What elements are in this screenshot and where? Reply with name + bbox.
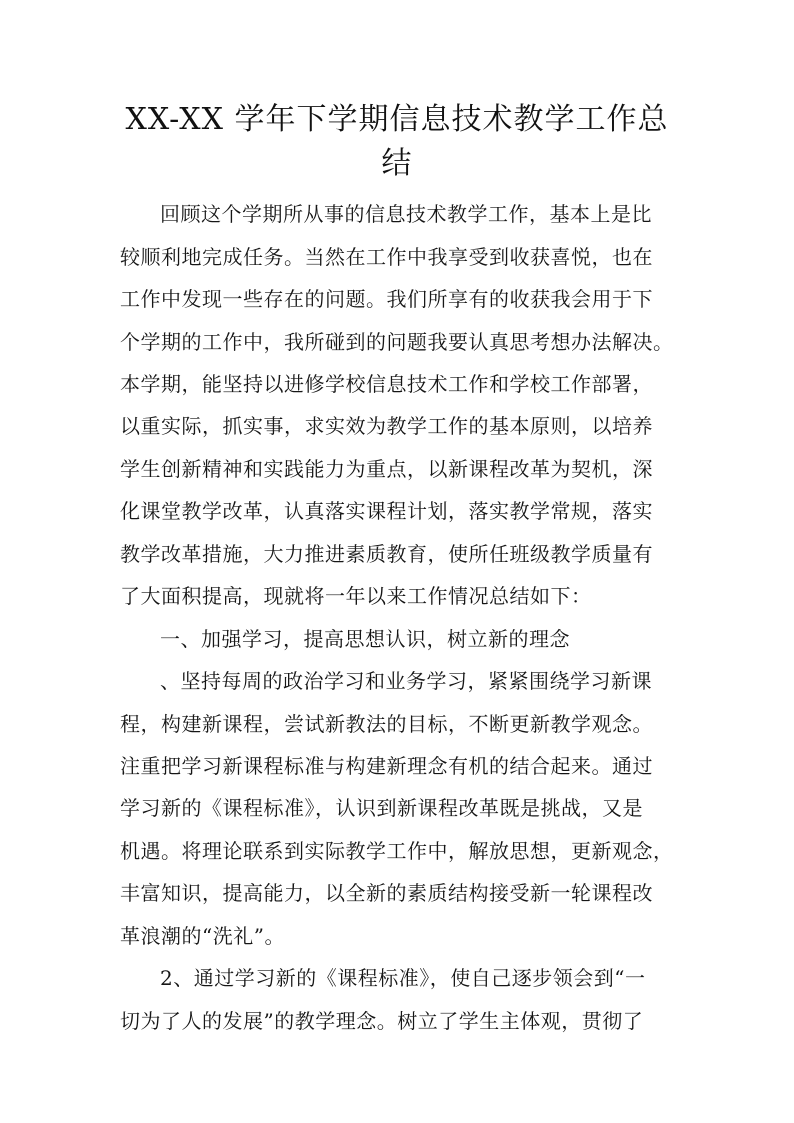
body-line: 程，构建新课程，尝试新教法的目标，不断更新教学观念。	[120, 712, 653, 736]
body-line: 机遇。将理论联系到实际教学工作中，解放思想，更新观念，	[120, 839, 674, 863]
body-line: 注重把学习新课程标准与构建新理念有机的结合起来。通过	[120, 754, 653, 778]
body-line: 以重实际，抓实事，求实效为教学工作的基本原则，以培养	[120, 414, 653, 438]
document-title-line-2: 结	[381, 146, 413, 181]
body-line: 切为了人的发展”的教学理念。树立了学生主体观，贯彻了	[120, 1009, 644, 1033]
body-line: 、坚持每周的政治学习和业务学习，紧紧围绕学习新课	[160, 669, 652, 693]
body-line: 个学期的工作中，我所碰到的问题我要认真思考想办法解决。	[120, 330, 674, 354]
body-line: 教学改革措施，大力推进素质教育，使所任班级教学质量有	[120, 542, 653, 566]
body-line: 本学期，能坚持以进修学校信息技术工作和学校工作部署，	[120, 372, 653, 396]
body-line: 学习新的《课程标准》，认识到新课程改革既是挑战，又是	[120, 796, 643, 820]
body-line: 学生创新精神和实践能力为重点，以新课程改革为契机，深	[120, 457, 653, 481]
section-heading: 一、加强学习，提高思想认识，树立新的理念	[160, 627, 570, 651]
body-line: 丰富知识，提高能力，以全新的素质结构接受新一轮课程改	[120, 881, 653, 905]
body-line: 较顺利地完成任务。当然在工作中我享受到收获喜悦，也在	[120, 245, 653, 269]
document-title-line-1: XX-XX 学年下学期信息技术教学工作总	[125, 102, 669, 137]
body-line: 回顾这个学期所从事的信息技术教学工作，基本上是比	[160, 202, 652, 226]
body-line: 2、通过学习新的《课程标准》，使自己逐步领会到“一	[160, 966, 646, 990]
body-line: 革浪潮的“洗礼”。	[120, 924, 285, 948]
body-line: 化课堂教学改革，认真落实课程计划，落实教学常规，落实	[120, 499, 653, 523]
body-line: 了大面积提高，现就将一年以来工作情况总结如下：	[120, 584, 592, 608]
body-line: 工作中发现一些存在的问题。我们所享有的收获我会用于下	[120, 287, 653, 311]
